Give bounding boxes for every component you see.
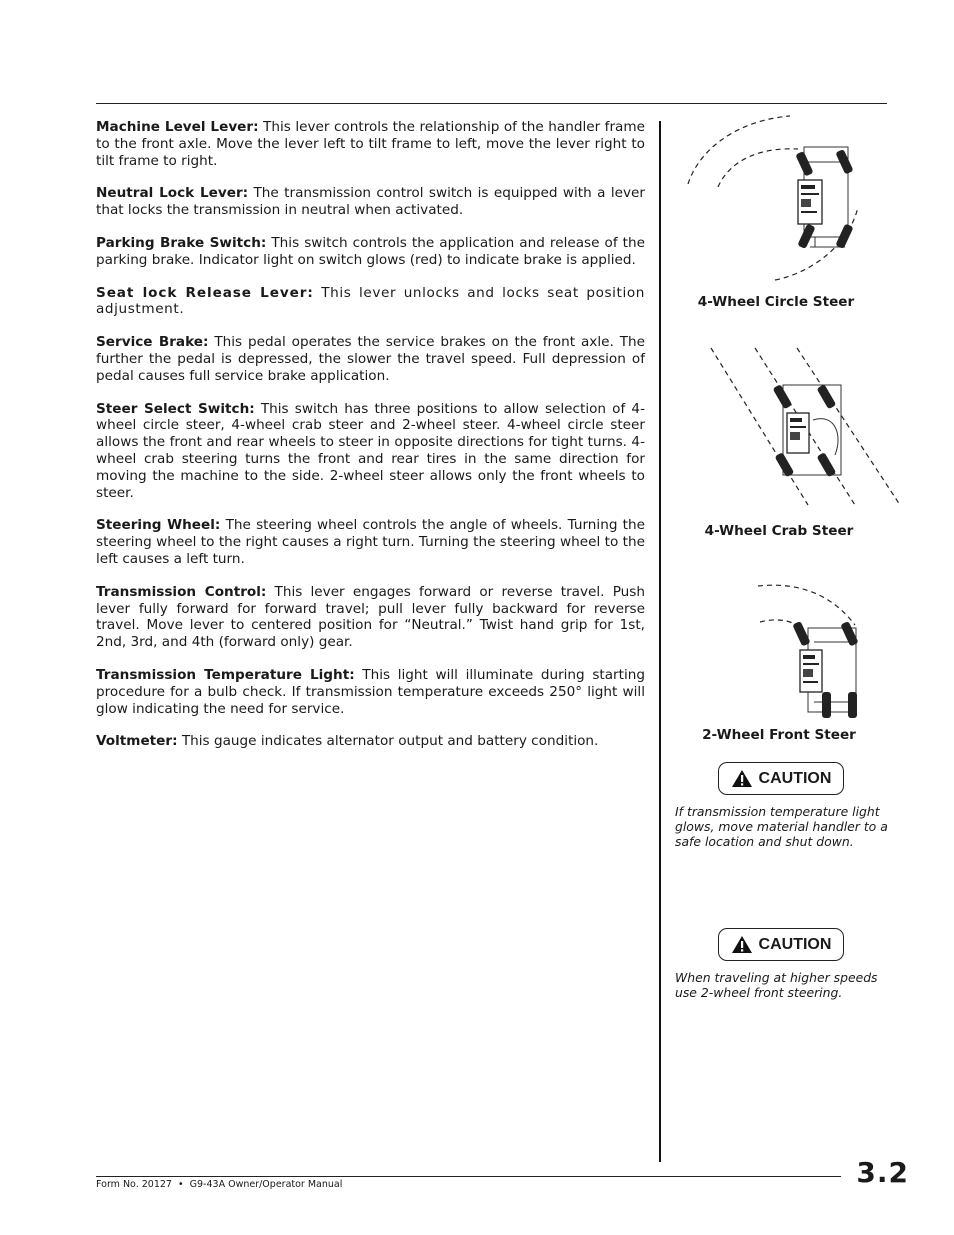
caution-message: If transmission temperature light glows, move material handler to a safe location and shut down. [675,804,888,850]
entry-text: This lever unlocks and locks seat position adjustment. [96,284,645,318]
entry-term: Parking Brake Switch: [96,234,267,251]
caution-message: When traveling at higher speeds use 2-wheel front steering. [675,970,878,1001]
entry-text: This lever controls the relationship of the handler frame to the front axle. Move the lever left to tilt frame to left, move the lever right to tilt frame to right. [96,119,645,169]
entry-term: Transmission Control: [96,583,267,600]
column-divider [659,121,661,1162]
entry-term: Voltmeter: [96,733,178,750]
entry-term: Transmission Temperature Light: [96,666,355,683]
caution-badge [718,928,844,961]
crab-steer-illustration [705,345,905,510]
entry-text: This light will illuminate during starting procedure for a bulb check. If transmission temperature exceeds 250° light will glow indicating the need for service. [96,666,645,717]
footer-form-number: Form No. 20127 • G9-43A Owner/Operator Manual [96,1179,343,1190]
entry-transmission-temperature-light [96,667,645,717]
entry-term: Steering Wheel: [96,517,221,534]
entry-transmission-control [96,584,645,651]
caution-label: CAUTION [758,769,832,787]
entry-text: This switch controls the application and release of the parking brake. Indicator light on switch glows (red) to indicate brake is applied. [96,234,645,268]
controls-description-column [96,119,645,766]
entry-text: This lever engages forward or reverse travel. Push lever fully forward for forward travel; pull lever fully backward for reverse travel. Move lever to centered position for “Neutral.” Twist hand grip for 1st, 2nd, 3rd, and 4th (forward only) gear. [96,583,645,651]
circle-steer-caption: 4-Wheel Circle Steer [697,294,855,310]
entry-voltmeter [96,733,645,750]
entry-text: This switch has three positions to allow selection of 4-wheel circle steer, 4-wheel crab steer and 2-wheel steer. 4-wheel circle steer allows the front and rear wheels to steer in opposite directions for tight turns. 4-wheel crab steering turns the front and rear tires in the same direction for moving the machine to the side. 2-wheel steer allows only the front wheels to steer. [96,400,645,501]
entry-text: This gauge indicates alternator output and battery condition. [177,733,599,750]
caution-badge [718,762,844,795]
caution-label: CAUTION [758,935,832,953]
entry-text: This pedal operates the service brakes on the front axle. The further the pedal is depressed, the slower the travel speed. Full depression of pedal causes full service brake application. [96,334,645,384]
entry-term: Steer Select Switch: [96,400,255,417]
warning-triangle-icon [731,769,753,788]
top-rule [96,103,887,104]
entry-machine-level-lever [96,119,645,169]
warning-triangle-icon [731,935,753,954]
page-number: 3.2 [856,1156,909,1189]
entry-term: Seat lock Release Lever: [96,284,314,301]
front-steer-caption: 2-Wheel Front Steer [702,727,856,743]
entry-seat-lock-release-lever [96,285,645,319]
entry-term: Machine Level Lever: [96,119,259,135]
entry-steer-select-switch [96,401,645,502]
entry-steering-wheel [96,517,645,567]
entry-parking-brake-switch [96,235,645,269]
entry-term: Service Brake: [96,334,209,351]
crab-steer-caption: 4-Wheel Crab Steer [704,523,854,539]
entry-text: The steering wheel controls the angle of wheels. Turning the steering wheel to the right causes a right turn. Turning the steering wheel to the left causes a left turn. [96,517,645,567]
entry-service-brake [96,334,645,384]
front-steer-illustration [750,580,870,725]
circle-steer-illustration [680,112,870,287]
entry-text: The transmission control switch is equipped with a lever that locks the transmission in neutral when activated. [96,185,645,219]
entry-term: Neutral Lock Lever: [96,185,249,202]
entry-neutral-lock-lever [96,185,645,219]
bottom-rule [96,1176,841,1177]
